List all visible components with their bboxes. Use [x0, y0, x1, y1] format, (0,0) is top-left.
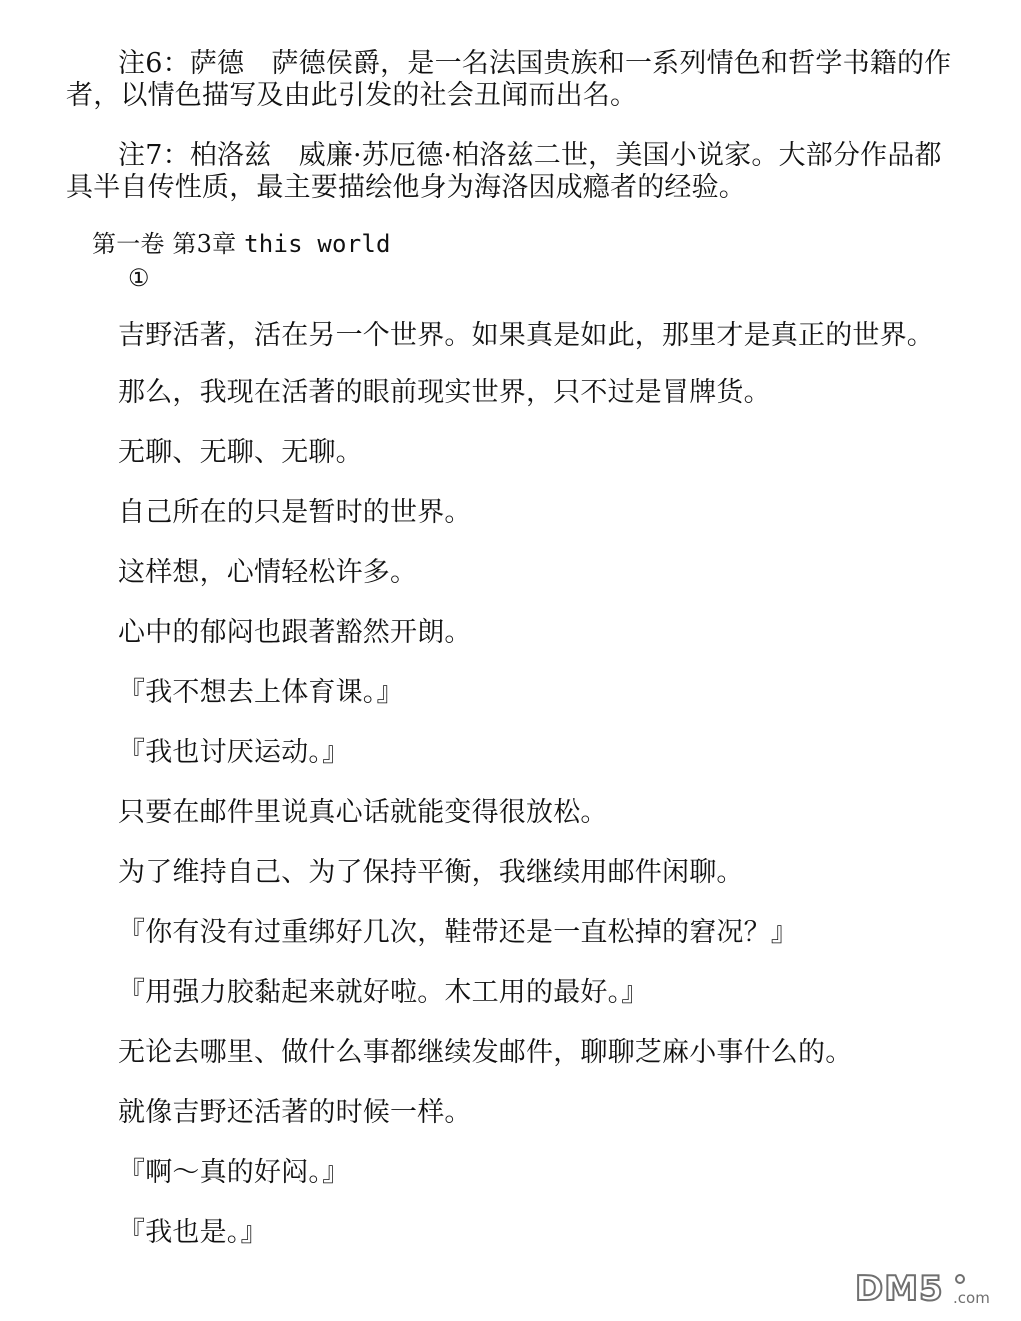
site-watermark-logo — [853, 1267, 1003, 1307]
note-6-line-1: 注6：萨德 萨德侯爵，是一名法国贵族和一系列情色和哲学书籍的作 — [118, 48, 952, 79]
watermark-suffix: .com — [953, 1289, 990, 1307]
dialogue-line: 『我也讨厌运动。』 — [118, 737, 350, 768]
dialogue-line: 『用强力胶黏起来就好啦。木工用的最好。』 — [118, 977, 649, 1008]
watermark-logo-text: DM5 — [855, 1269, 944, 1307]
paragraph: 心中的郁闷也跟著豁然开朗。 — [118, 617, 472, 648]
dialogue-line: 『啊～真的好闷。』 — [118, 1157, 350, 1188]
chapter-heading — [92, 228, 391, 260]
chapter-title: this world — [244, 230, 391, 258]
paragraph: 吉野活著，活在另一个世界。如果真是如此，那里才是真正的世界。 — [118, 320, 934, 351]
paragraph: 为了维持自己、为了保持平衡，我继续用邮件闲聊。 — [118, 857, 744, 888]
note-7-line-1: 注7：柏洛兹 威廉·苏厄德·柏洛兹二世，美国小说家。大部分作品都 — [118, 140, 942, 171]
paragraph: 自己所在的只是暂时的世界。 — [118, 497, 472, 528]
dialogue-line: 『你有没有过重绑好几次，鞋带还是一直松掉的窘况？』 — [118, 917, 798, 948]
paragraph: 就像吉野还活著的时候一样。 — [118, 1097, 472, 1128]
paragraph: 无论去哪里、做什么事都继续发邮件，聊聊芝麻小事什么的。 — [118, 1037, 853, 1068]
note-7-line-2: 具半自传性质，最主要描绘他身为海洛因成瘾者的经验。 — [66, 172, 746, 203]
paragraph: 那么，我现在活著的眼前现实世界，只不过是冒牌货。 — [118, 377, 771, 408]
section-number: ① — [128, 264, 150, 292]
dialogue-line: 『我不想去上体育课。』 — [118, 677, 404, 708]
paragraph: 这样想，心情轻松许多。 — [118, 557, 418, 588]
note-6-line-2: 者，以情色描写及由此引发的社会丑闻而出名。 — [66, 80, 638, 111]
paragraph: 只要在邮件里说真心话就能变得很放松。 — [118, 797, 608, 828]
paragraph: 无聊、无聊、无聊。 — [118, 437, 363, 468]
dialogue-line: 『我也是。』 — [118, 1217, 268, 1248]
chapter-prefix: 第一卷 第3章 — [92, 230, 237, 258]
